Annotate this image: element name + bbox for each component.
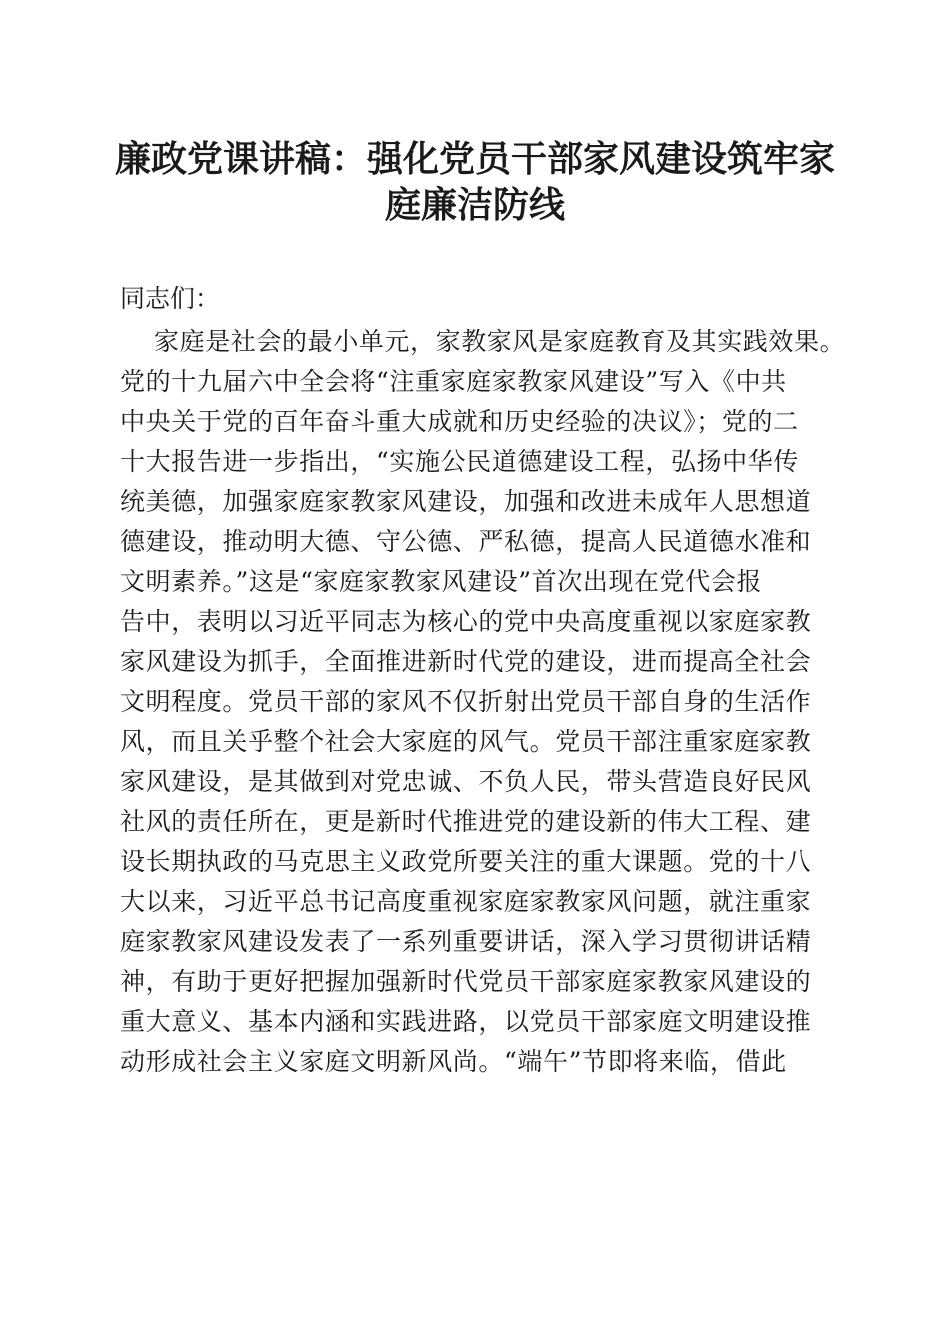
document-title [100, 136, 850, 228]
paragraph-line: 神，有助于更好把握加强新时代党员干部家庭家教家风建设的 [120, 967, 812, 996]
paragraph-line: 社风的责任所在，更是新时代推进党的建设新的伟大工程、建 [120, 807, 812, 836]
paragraph-line: 文明素养。”这是“家庭家教家风建设”首次出现在党代会报 [120, 567, 763, 596]
paragraph-line: 庭家教家风建设发表了一系列重要讲话，深入学习贯彻讲话精 [120, 927, 812, 956]
paragraph-line: 动形成社会主义家庭文明新风尚。“端午”节即将来临，借此 [120, 1047, 787, 1076]
paragraph-line: 重大意义、基本内涵和实践进路，以党员干部家庭文明建设推 [120, 1007, 812, 1036]
title-line: 庭廉洁防线 [384, 184, 565, 226]
paragraph-line: 中央关于党的百年奋斗重大成就和历史经验的决议》；党的二 [120, 407, 799, 436]
paragraph-line: 统美德，加强家庭家教家风建设，加强和改进未成年人思想道 [120, 487, 812, 516]
paragraph-line: 风，而且关乎整个社会大家庭的风气。党员干部注重家庭家教 [120, 727, 812, 756]
paragraph-line: 文明程度。党员干部的家风不仅折射出党员干部自身的生活作 [120, 687, 812, 716]
paragraph-line: 家庭是社会的最小单元，家教家风是家庭教育及其实践效果。 [154, 327, 846, 356]
title-line: 廉政党课讲稿：强化党员干部家风建设筑牢家 [114, 138, 835, 180]
paragraph-line: 德建设，推动明大德、守公德、严私德，提高人民道德水准和 [120, 527, 812, 556]
paragraph-line: 设长期执政的马克思主义政党所要关注的重大课题。党的十八 [120, 847, 812, 876]
paragraph-line: 告中，表明以习近平同志为核心的党中央高度重视以家庭家教 [120, 607, 812, 636]
body-paragraph [120, 322, 846, 1082]
paragraph-line: 家风建设为抓手，全面推进新时代党的建设，进而提高全社会 [120, 647, 812, 676]
paragraph-line: 十大报告进一步指出，“实施公民道德建设工程，弘扬中华传 [120, 447, 799, 476]
paragraph-line: 家风建设，是其做到对党忠诚、不负人民，带头营造良好民风 [120, 767, 812, 796]
paragraph-line: 党的十九届六中全会将“注重家庭家教家风建设”写入《中共 [120, 367, 787, 396]
paragraph-line: 大以来，习近平总书记高度重视家庭家教家风问题，就注重家 [120, 887, 812, 916]
salutation: 同志们： [120, 284, 221, 313]
